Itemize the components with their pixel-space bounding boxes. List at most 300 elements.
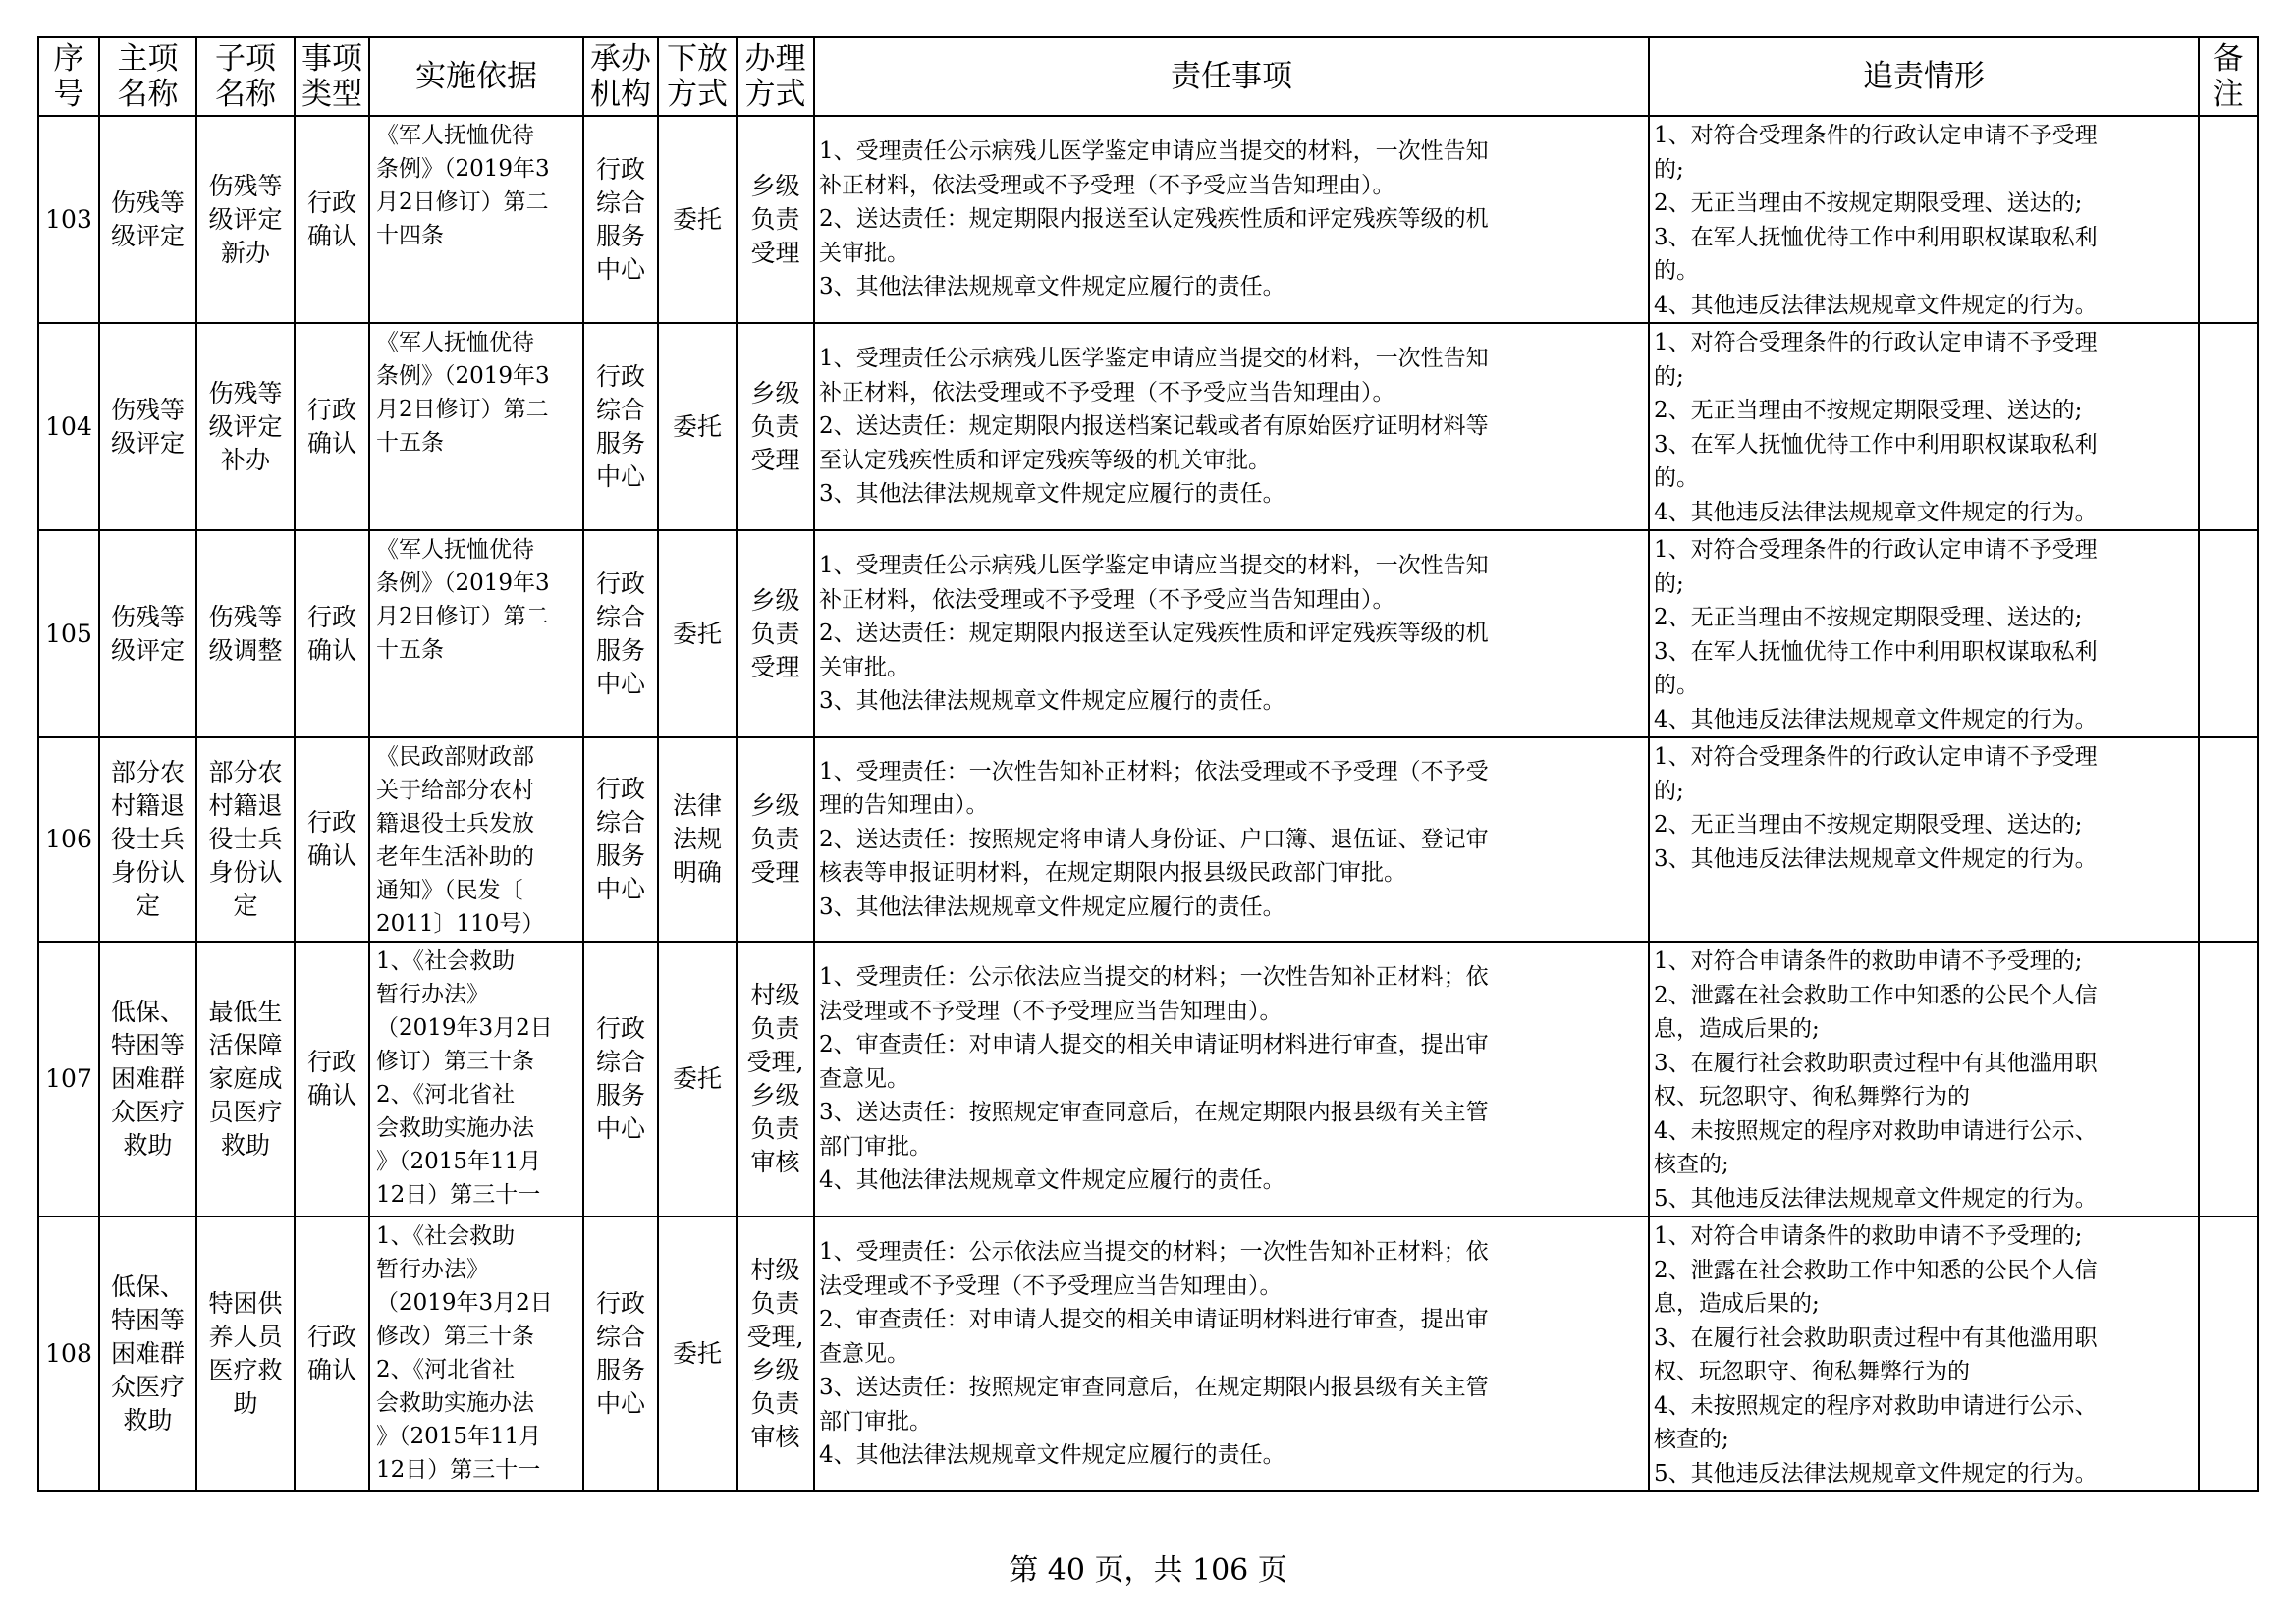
cell-line: 级评定	[110, 635, 185, 665]
cell-line: 2、送达责任：规定期限内报送至认定残疾性质和评定残疾等级的机	[819, 206, 1489, 233]
cell-line: 乡级	[750, 171, 800, 200]
cell-line: 受理	[750, 858, 800, 887]
cell-line: 会救助实施办法	[376, 1390, 534, 1416]
cell-line: 籍退役士兵发放	[376, 811, 534, 837]
cell-line: 12日）第三十一	[376, 1182, 541, 1208]
seq-cell: 103	[38, 116, 99, 323]
cell-line: 综合	[595, 602, 645, 631]
cell-line: 伤残等	[208, 378, 283, 407]
cell-line: 特困等	[110, 1031, 185, 1059]
item-type-cell	[295, 942, 369, 1217]
header-line: 名称	[215, 77, 276, 112]
cell-line: 审核	[750, 1148, 800, 1176]
cell-line: 《军人抚恤优待	[376, 537, 534, 563]
cell-line: 3、其他法律法规规章文件规定应履行的责任。	[819, 274, 1285, 300]
cell-line: 十五条	[376, 637, 444, 663]
cell-line: 最低生	[208, 998, 283, 1026]
cell-line: 委托	[672, 1339, 722, 1368]
item-type-cell	[295, 530, 369, 737]
cell-line: 救助	[220, 1131, 270, 1160]
header-line: 序	[53, 41, 84, 77]
cell-line: 服务	[595, 221, 645, 250]
main-item-cell	[99, 1217, 196, 1491]
remarks-cell	[2199, 737, 2258, 942]
cell-line: 核查的;	[1654, 1152, 1729, 1177]
cell-line: 》（2015年11月	[376, 1149, 542, 1174]
basis-cell	[369, 323, 583, 530]
cell-line: 中心	[595, 1114, 645, 1143]
cell-line: 综合	[595, 1323, 645, 1351]
cell-line: 修改）第三十条	[376, 1324, 534, 1349]
cell-line: 部门审批。	[819, 1408, 932, 1434]
cell-line: 助	[233, 1389, 258, 1418]
cell-line: 的。	[1654, 258, 1699, 284]
sub-item-cell	[196, 942, 295, 1217]
table-row	[38, 1217, 2258, 1491]
org-cell	[583, 942, 658, 1217]
remarks-cell	[2199, 530, 2258, 737]
seq-cell: 106	[38, 737, 99, 942]
cell-line: 部分农	[208, 758, 283, 786]
cell-line: 的;	[1654, 778, 1684, 804]
cell-line: 乡级	[750, 1356, 800, 1384]
cell-line: 暂行办法》	[376, 982, 489, 1007]
cell-line: 条例》（2019年3	[376, 570, 550, 596]
duties-cell	[814, 942, 1649, 1217]
cell-line: 受理,	[746, 1048, 804, 1076]
delegation-cell	[658, 1217, 737, 1491]
cell-line: 村籍退	[110, 791, 185, 820]
duties-cell	[814, 116, 1649, 323]
header-line: 追责情形	[1863, 59, 1985, 94]
handling-cell	[737, 116, 814, 323]
cell-line: 受理,	[746, 1323, 804, 1351]
cell-line: 理的告知理由）。	[819, 792, 989, 819]
cell-line: 综合	[595, 188, 645, 217]
header-item-type	[295, 37, 369, 116]
duties-cell	[814, 323, 1649, 530]
cell-line: 中心	[595, 875, 645, 903]
cell-line: 2、送达责任：规定期限内报送档案记载或者有原始医疗证明材料等	[819, 413, 1489, 440]
cell-line: 委托	[672, 411, 722, 441]
delegation-cell	[658, 737, 737, 942]
cell-line: 委托	[672, 619, 722, 648]
org-cell	[583, 1217, 658, 1491]
seq-cell: 105	[38, 530, 99, 737]
header-delegation	[658, 37, 737, 116]
cell-line: 2011〕110号）	[376, 911, 545, 937]
delegation-cell	[658, 323, 737, 530]
handling-cell	[737, 737, 814, 942]
cell-line: 综合	[595, 1048, 645, 1076]
cell-line: 审核	[750, 1423, 800, 1451]
org-cell	[583, 737, 658, 942]
cell-line: 明确	[672, 858, 722, 887]
cell-line: 至认定残疾性质和评定残疾等级的机关审批。	[819, 447, 1271, 473]
sub-item-cell	[196, 530, 295, 737]
cell-line: 2、送达责任：规定期限内报送至认定残疾性质和评定残疾等级的机	[819, 621, 1489, 647]
accountability-cell	[1649, 942, 2199, 1217]
cell-line: 4、其他法律法规规章文件规定应履行的责任。	[819, 1167, 1285, 1194]
header-duties	[814, 37, 1649, 116]
page-footer: 第 40 页，共 106 页	[1009, 1553, 1287, 1588]
cell-line: 3、其他法律法规规章文件规定应履行的责任。	[819, 893, 1285, 920]
org-cell	[583, 323, 658, 530]
cell-line: 部门审批。	[819, 1133, 932, 1160]
cell-line: 新办	[220, 238, 270, 267]
cell-line: 《军人抚恤优待	[376, 330, 534, 355]
header-basis	[369, 37, 583, 116]
cell-line: 十五条	[376, 430, 444, 456]
cell-line: 特困等	[110, 1306, 185, 1334]
duties-cell	[814, 737, 1649, 942]
cell-line: 服务	[595, 1081, 645, 1109]
cell-line: 息，造成后果的;	[1654, 1291, 1820, 1317]
remarks-cell	[2199, 942, 2258, 1217]
cell-line: 1、受理责任公示病残儿医学鉴定申请应当提交的材料，一次性告知	[819, 553, 1489, 579]
cell-line: 养人员	[208, 1323, 283, 1351]
cell-line: 》（2015年11月	[376, 1424, 542, 1449]
header-line: 号	[53, 77, 84, 112]
cell-line: 老年生活补助的	[376, 844, 534, 870]
table-row	[38, 530, 2258, 737]
cell-line: 法受理或不予受理（不予受理应当告知理由）。	[819, 998, 1283, 1024]
cell-line: （2019年3月2日	[376, 1290, 553, 1316]
cell-line: 行政	[595, 1014, 645, 1043]
cell-line: 伤残等	[110, 602, 185, 631]
cell-line: 法规	[672, 825, 722, 853]
header-line: 注	[2213, 77, 2244, 112]
cell-line: 伤残等	[110, 188, 185, 217]
cell-line: 中心	[595, 461, 645, 491]
header-handling	[737, 37, 814, 116]
cell-line: 4、未按照规定的程序对救助申请进行公示、	[1654, 1117, 2098, 1144]
item-type-cell	[295, 116, 369, 323]
item-type-cell	[295, 737, 369, 942]
cell-line: 众医疗	[110, 1098, 185, 1126]
cell-line: 3、在履行社会救助职责过程中有其他滥用职	[1654, 1050, 2098, 1076]
main-item-cell	[99, 530, 196, 737]
cell-line: 级评定	[208, 411, 283, 441]
seq-cell: 107	[38, 942, 99, 1217]
cell-line: 服务	[595, 635, 645, 665]
cell-line: 的;	[1654, 570, 1684, 597]
org-cell	[583, 116, 658, 323]
cell-line: （2019年3月2日	[376, 1015, 553, 1041]
basis-cell	[369, 1217, 583, 1491]
cell-line: 负责	[750, 1114, 800, 1143]
cell-line: 行政	[595, 154, 645, 184]
cell-line: 低保、	[110, 998, 185, 1026]
accountability-cell	[1649, 323, 2199, 530]
cell-line: 负责	[750, 825, 800, 853]
cell-line: 5、其他违反法律法规规章文件规定的行为。	[1654, 1185, 2098, 1212]
header-line: 主项	[117, 41, 179, 77]
cell-line: 负责	[750, 411, 800, 441]
cell-line: 伤残等	[208, 171, 283, 200]
delegation-cell	[658, 530, 737, 737]
header-line: 名称	[117, 77, 179, 112]
cell-line: 级评定	[208, 204, 283, 234]
cell-line: 受理	[750, 652, 800, 681]
cell-line: 3、送达责任：按照规定审查同意后，在规定期限内报县级有关主管	[819, 1375, 1489, 1401]
cell-line: 村级	[750, 981, 800, 1009]
item-type-cell	[295, 323, 369, 530]
cell-line: 5、其他违反法律法规规章文件规定的行为。	[1654, 1460, 2098, 1487]
cell-line: 4、其他违反法律法规规章文件规定的行为。	[1654, 499, 2098, 525]
cell-line: 补正材料，依法受理或不予受理（不予受应当告知理由）。	[819, 172, 1395, 198]
cell-line: 确认	[306, 1081, 356, 1109]
sub-item-cell	[196, 1217, 295, 1491]
duties-cell	[814, 530, 1649, 737]
cell-line: 乡级	[750, 791, 800, 820]
cell-line: 的。	[1654, 465, 1699, 491]
cell-line: 确认	[306, 428, 356, 458]
cell-line: 身份认	[208, 858, 283, 887]
cell-line: 核表等申报证明材料，在规定期限内报县级民政部门审批。	[819, 860, 1406, 887]
header-line: 方式	[744, 77, 806, 112]
cell-line: 1、对符合受理条件的行政认定申请不予受理	[1654, 537, 2098, 563]
cell-line: 困难群	[110, 1339, 185, 1368]
cell-line: 行政	[306, 602, 356, 631]
sub-item-cell	[196, 323, 295, 530]
header-line: 方式	[667, 77, 728, 112]
cell-line: 十四条	[376, 223, 444, 248]
cell-line: 中心	[595, 254, 645, 284]
header-seq	[38, 37, 99, 116]
header-line: 承办	[590, 41, 651, 77]
cell-line: 2、泄露在社会救助工作中知悉的公民个人信	[1654, 982, 2098, 1008]
cell-line: 条例》（2019年3	[376, 156, 550, 182]
cell-line: 月2日修订）第二	[376, 189, 549, 215]
cell-line: 的。	[1654, 673, 1699, 698]
delegation-cell	[658, 942, 737, 1217]
cell-line: 1、对符合申请条件的救助申请不予受理的;	[1654, 948, 2083, 974]
cell-line: 3、在军人抚恤优待工作中利用职权谋取私利	[1654, 224, 2098, 250]
item-type-cell	[295, 1217, 369, 1491]
cell-line: 定	[135, 892, 160, 920]
header-main-item	[99, 37, 196, 116]
header-line: 下放	[667, 41, 728, 77]
main-item-cell	[99, 116, 196, 323]
main-item-cell	[99, 942, 196, 1217]
cell-line: 3、送达责任：按照规定审查同意后，在规定期限内报县级有关主管	[819, 1100, 1489, 1126]
header-line: 类型	[301, 77, 362, 112]
cell-line: 行政	[306, 808, 356, 837]
cell-line: 关于给部分农村	[376, 778, 534, 803]
cell-line: 1、《社会救助	[376, 1223, 516, 1249]
cell-line: 行政	[306, 1323, 356, 1351]
cell-line: 1、受理责任公示病残儿医学鉴定申请应当提交的材料，一次性告知	[819, 138, 1489, 165]
header-accountability	[1649, 37, 2199, 116]
cell-line: 委托	[672, 1064, 722, 1093]
cell-line: 级评定	[110, 428, 185, 458]
cell-line: 权、玩忽职守、徇私舞弊行为的	[1654, 1084, 1970, 1109]
cell-line: 村级	[750, 1256, 800, 1284]
cell-line: 2、《河北省社	[376, 1082, 516, 1108]
cell-line: 众医疗	[110, 1373, 185, 1401]
basis-cell	[369, 942, 583, 1217]
cell-line: 3、在军人抚恤优待工作中利用职权谋取私利	[1654, 638, 2098, 665]
cell-line: 修订）第三十条	[376, 1049, 534, 1074]
cell-line: 会救助实施办法	[376, 1115, 534, 1141]
header-org	[583, 37, 658, 116]
cell-line: 关审批。	[819, 654, 909, 680]
cell-line: 补办	[220, 445, 270, 474]
cell-line: 3、在军人抚恤优待工作中利用职权谋取私利	[1654, 431, 2098, 458]
cell-line: 家庭成	[208, 1064, 283, 1093]
cell-line: 4、其他违反法律法规规章文件规定的行为。	[1654, 706, 2098, 732]
cell-line: 低保、	[110, 1272, 185, 1301]
cell-line: 医疗救	[208, 1356, 283, 1384]
table-row	[38, 737, 2258, 942]
cell-line: 补正材料，依法受理或不予受理（不予受应当告知理由）。	[819, 586, 1395, 613]
cell-line: 息，造成后果的;	[1654, 1016, 1820, 1042]
sub-item-cell	[196, 116, 295, 323]
cell-line: 乡级	[750, 378, 800, 407]
cell-line: 通知》（民发〔	[376, 878, 523, 903]
cell-line: 乡级	[750, 1081, 800, 1109]
cell-line: 负责	[750, 1389, 800, 1418]
header-line: 实施依据	[415, 59, 537, 94]
header-line: 办理	[744, 41, 806, 77]
cell-line: 1、受理责任公示病残儿医学鉴定申请应当提交的材料，一次性告知	[819, 346, 1489, 372]
cell-line: 1、《社会救助	[376, 948, 516, 974]
main-item-cell	[99, 323, 196, 530]
cell-line: 确认	[306, 1356, 356, 1384]
cell-line: 身份认	[110, 858, 185, 887]
accountability-cell	[1649, 530, 2199, 737]
cell-line: 部分农	[110, 758, 185, 786]
cell-line: 查意见。	[819, 1065, 909, 1092]
cell-line: 3、在履行社会救助职责过程中有其他滥用职	[1654, 1325, 2098, 1351]
cell-line: 《军人抚恤优待	[376, 123, 534, 148]
cell-line: 服务	[595, 841, 645, 870]
seq-cell: 104	[38, 323, 99, 530]
cell-line: 的;	[1654, 363, 1684, 390]
header-line: 事项	[301, 41, 362, 77]
cell-line: 2、无正当理由不按规定期限受理、送达的;	[1654, 605, 2083, 630]
cell-line: 查意见。	[819, 1340, 909, 1367]
cell-line: 困难群	[110, 1064, 185, 1093]
cell-line: 2、审查责任：对申请人提交的相关申请证明材料进行审查，提出审	[819, 1032, 1489, 1058]
accountability-cell	[1649, 1217, 2199, 1491]
cell-line: 《民政部财政部	[376, 744, 534, 770]
table-row	[38, 323, 2258, 530]
handling-cell	[737, 942, 814, 1217]
cell-line: 综合	[595, 808, 645, 837]
cell-line: 2、无正当理由不按规定期限受理、送达的;	[1654, 398, 2083, 423]
cell-line: 2、泄露在社会救助工作中知悉的公民个人信	[1654, 1257, 2098, 1283]
cell-line: 受理	[750, 445, 800, 474]
cell-line: 行政	[306, 395, 356, 424]
cell-line: 2、无正当理由不按规定期限受理、送达的;	[1654, 812, 2083, 838]
cell-line: 确认	[306, 635, 356, 665]
cell-line: 12日）第三十一	[376, 1457, 541, 1483]
cell-line: 法律	[672, 791, 722, 820]
table-row	[38, 116, 2258, 323]
cell-line: 综合	[595, 395, 645, 424]
cell-line: 活保障	[208, 1031, 283, 1059]
cell-line: 役士兵	[110, 825, 185, 853]
cell-line: 确认	[306, 841, 356, 870]
header-line: 子项	[215, 41, 276, 77]
cell-line: 员医疗	[208, 1098, 283, 1126]
cell-line: 2、审查责任：对申请人提交的相关申请证明材料进行审查，提出审	[819, 1307, 1489, 1333]
cell-line: 1、对符合受理条件的行政认定申请不予受理	[1654, 330, 2098, 355]
cell-line: 行政	[306, 1048, 356, 1076]
header-line: 责任事项	[1171, 59, 1292, 94]
basis-cell	[369, 530, 583, 737]
sub-item-cell	[196, 737, 295, 942]
cell-line: 负责	[750, 619, 800, 648]
cell-line: 4、其他法律法规规章文件规定应履行的责任。	[819, 1442, 1285, 1469]
cell-line: 1、对符合受理条件的行政认定申请不予受理	[1654, 123, 2098, 148]
cell-line: 中心	[595, 1389, 645, 1418]
table-row	[38, 942, 2258, 1217]
cell-line: 权、玩忽职守、徇私舞弊行为的	[1654, 1359, 1970, 1384]
cell-line: 中心	[595, 669, 645, 698]
header-remarks	[2199, 37, 2258, 116]
header-sub-item	[196, 37, 295, 116]
cell-line: 行政	[595, 361, 645, 391]
cell-line: 伤残等	[208, 602, 283, 631]
cell-line: 1、受理责任：公示依法应当提交的材料；一次性告知补正材料；依	[819, 1239, 1489, 1266]
cell-line: 1、受理责任：公示依法应当提交的材料；一次性告知补正材料；依	[819, 964, 1489, 991]
accountability-cell	[1649, 737, 2199, 942]
cell-line: 3、其他违反法律法规规章文件规定的行为。	[1654, 845, 2098, 872]
cell-line: 行政	[595, 1289, 645, 1318]
accountability-cell	[1649, 116, 2199, 323]
cell-line: 服务	[595, 1356, 645, 1384]
cell-line: 月2日修订）第二	[376, 604, 549, 629]
header-line: 备	[2213, 41, 2244, 77]
table-body	[38, 116, 2258, 1491]
cell-line: 2、《河北省社	[376, 1357, 516, 1382]
cell-line: 核查的;	[1654, 1427, 1729, 1452]
cell-line: 受理	[750, 238, 800, 267]
header-line: 机构	[590, 77, 651, 112]
cell-line: 负责	[750, 1014, 800, 1043]
cell-line: 1、对符合受理条件的行政认定申请不予受理	[1654, 744, 2098, 770]
cell-line: 委托	[672, 204, 722, 234]
cell-line: 4、其他违反法律法规规章文件规定的行为。	[1654, 292, 2098, 318]
cell-line: 服务	[595, 428, 645, 458]
cell-line: 月2日修订）第二	[376, 397, 549, 422]
cell-line: 的;	[1654, 156, 1684, 183]
cell-line: 2、送达责任：按照规定将申请人身份证、户口簿、退伍证、登记审	[819, 826, 1489, 852]
cell-line: 关审批。	[819, 240, 909, 266]
cell-line: 2、无正当理由不按规定期限受理、送达的;	[1654, 190, 2083, 216]
cell-line: 役士兵	[208, 825, 283, 853]
cell-line: 级调整	[208, 635, 283, 665]
cell-line: 条例》（2019年3	[376, 363, 550, 389]
cell-line: 定	[233, 892, 258, 920]
main-item-cell	[99, 737, 196, 942]
cell-line: 行政	[595, 775, 645, 803]
cell-line: 级评定	[110, 221, 185, 250]
basis-cell	[369, 116, 583, 323]
cell-line: 行政	[306, 188, 356, 217]
cell-line: 3、其他法律法规规章文件规定应履行的责任。	[819, 688, 1285, 715]
cell-line: 补正材料，依法受理或不予受理（不予受应当告知理由）。	[819, 379, 1395, 406]
cell-line: 救助	[123, 1131, 173, 1160]
cell-line: 行政	[595, 568, 645, 598]
org-cell	[583, 530, 658, 737]
basis-cell	[369, 737, 583, 942]
remarks-cell	[2199, 116, 2258, 323]
cell-line: 1、受理责任：一次性告知补正材料；依法受理或不予受理（不予受	[819, 758, 1489, 784]
